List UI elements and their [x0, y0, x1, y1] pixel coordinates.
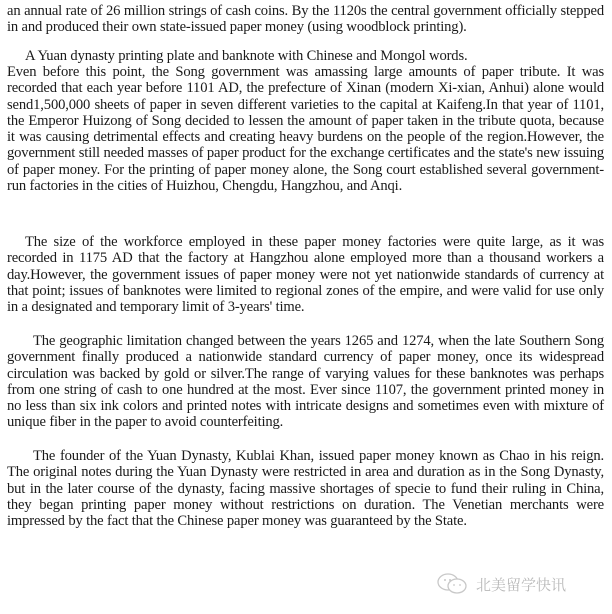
- watermark: [436, 572, 566, 596]
- paragraph-workforce: The size of the workforce employed in these paper money factories were quite large, as it was recorded in 1175 AD that the factory at Hangzhou alone employed more than a thousand workers a day.However, the government issues of paper money were not yet nationwide standards of currency at that point; issues of banknotes were limited to regional zones of the empire, and were valid for use only in a designated and temporary limit of 3-years' time.: [7, 234, 604, 316]
- paragraph-yuan-dynasty: The founder of the Yuan Dynasty, Kublai Khan, issued paper money known as Chao in his reign. The original notes during the Yuan Dynasty were restricted in area and duration as in the Song Dynasty, but in the later course of the dynasty, facing massive shortages of specie to fund their ruling in China, they began printing paper money without restrictions on duration. The Venetian merchants were impressed by the fact that the Chinese paper money was guaranteed by the State.: [7, 448, 604, 530]
- watermark-text: 北美留学快讯: [476, 575, 567, 594]
- paragraph-geographic-limitation: The geographic limitation changed between the years 1265 and 1274, when the late Southern Song government finally produced a nationwide standard currency of paper money, once its widespread circulation was backed by gold or silver.The range of varying values for these banknotes was perhaps from one string of cash to one hundred at the most. Ever since 1107, the government printed money in no less than six ink colors and printed notes with intricate designs and sometimes even with mixture of unique fiber in the paper to avoid counterfeiting.: [7, 333, 604, 431]
- wechat-icon: [436, 572, 470, 596]
- paragraph-intro: an annual rate of 26 million strings of cash coins. By the 1120s the central government officially stepped in and produced their own state-issued paper money (using woodblock printing).: [7, 3, 604, 36]
- paragraph-paper-tribute: Even before this point, the Song government was amassing large amounts of paper tribute. It was recorded that each year before 1101 AD, the prefecture of Xinan (modern Xi-xian, Anhui) alone would send1,500,000 sheets of paper in seven different varieties to the capital at Kaifeng.In that year of 1101, the Emperor Huizong of Song decided to lessen the amount of paper taken in the tribute quota, because it was causing detrimental effects and creating heavy burdens on the people of the region.However, the government still needed masses of paper product for the exchange certificates and the state's new issuing of paper money. For the printing of paper money alone, the Song court established several government-run factories in the cities of Huizhou, Chengdu, Hangzhou, and Anqi.: [7, 64, 604, 195]
- image-caption: A Yuan dynasty printing plate and banknote with Chinese and Mongol words.: [25, 48, 468, 64]
